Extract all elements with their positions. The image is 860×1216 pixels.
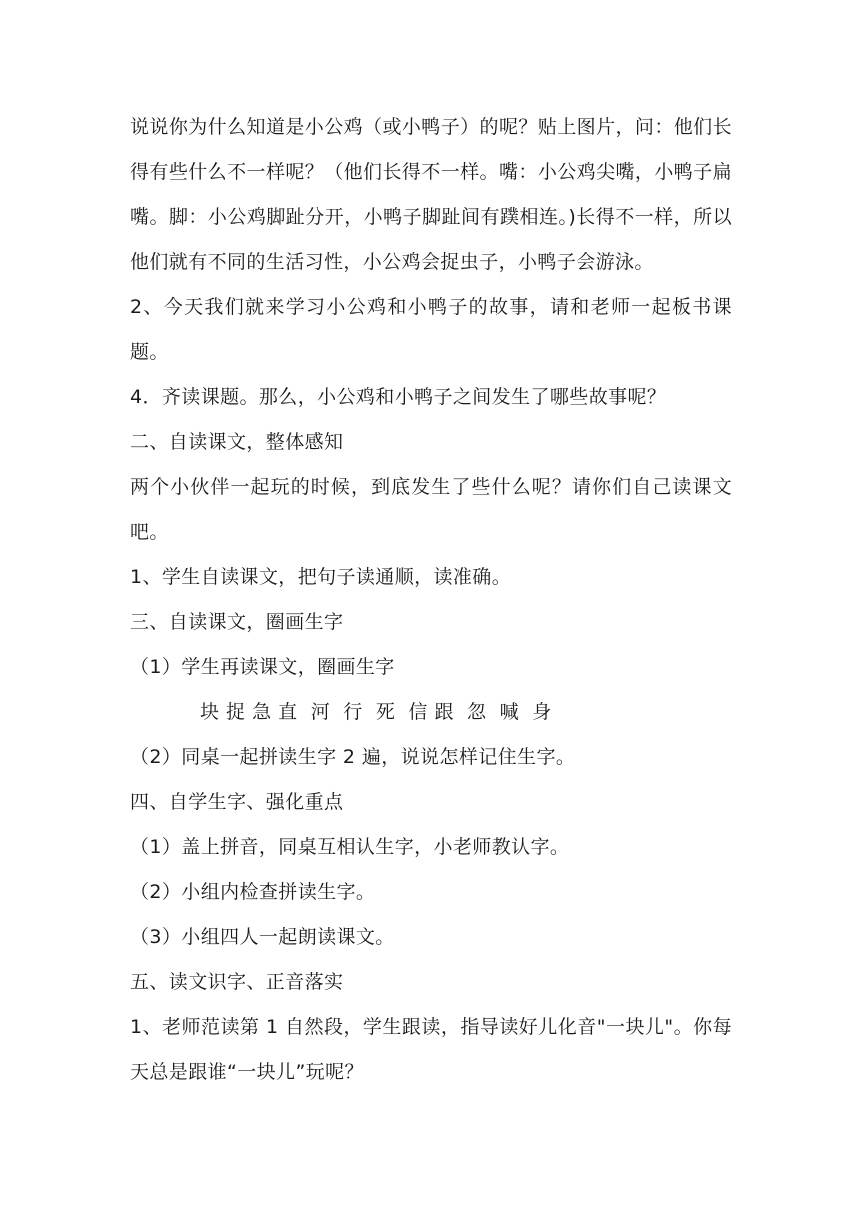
document-body: [130, 105, 732, 1095]
paragraph-pair-reading: （2）同桌一起拼读生字 2 遍，说说怎样记住生字。: [130, 746, 576, 768]
paragraph-self-reading-step-1: 1、学生自读课文，把句子读通顺，读准确。: [130, 566, 512, 588]
paragraph-group-check: （2）小组内检查拼读生字。: [130, 881, 376, 903]
section-heading-2: 二、自读课文，整体感知: [130, 431, 344, 453]
paragraph-self-reading: 两个小伙伴一起玩的时候，到底发生了些什么呢？请你们自己读课文吧。: [130, 476, 732, 543]
paragraph-step-2: 2、今天我们就来学习小公鸡和小鸭子的故事，请和老师一起板书课题。: [130, 296, 732, 363]
paragraph-intro-discussion: 说说你为什么知道是小公鸡（或小鸭子）的呢？贴上图片，问：他们长得有些什么不一样呢？（他们长得不一样。嘴：小公鸡尖嘴，小鸭子扁嘴。脚：小公鸡脚趾分开，小鸭子脚趾间有蹼相连。)长得不一样，所以他们就有不同的生活习性，小公鸡会捉虫子，小鸭子会游泳。: [130, 116, 732, 273]
paragraph-teacher-model-reading: 1、老师范读第 1 自然段，学生跟读，指导读好儿化音"一块儿"。你每天总是跟谁“一块儿”玩呢？: [130, 1016, 732, 1083]
paragraph-group-read-aloud: （3）小组四人一起朗读课文。: [130, 926, 395, 948]
paragraph-cover-pinyin: （1）盖上拼音，同桌互相认生字，小老师教认字。: [130, 836, 570, 858]
section-heading-3: 三、自读课文，圈画生字: [130, 611, 344, 633]
paragraph-step-4: 4．齐读课题。那么，小公鸡和小鸭子之间发生了哪些故事呢？: [130, 386, 667, 408]
section-heading-5: 五、读文识字、正音落实: [130, 971, 344, 993]
paragraph-circle-new-characters: （1）学生再读课文，圈画生字: [130, 656, 395, 678]
section-heading-4: 四、自学生字、强化重点: [130, 791, 344, 813]
new-characters-list: 块 捉 急 直 河 行 死 信 跟 忽 喊 身: [200, 701, 552, 723]
